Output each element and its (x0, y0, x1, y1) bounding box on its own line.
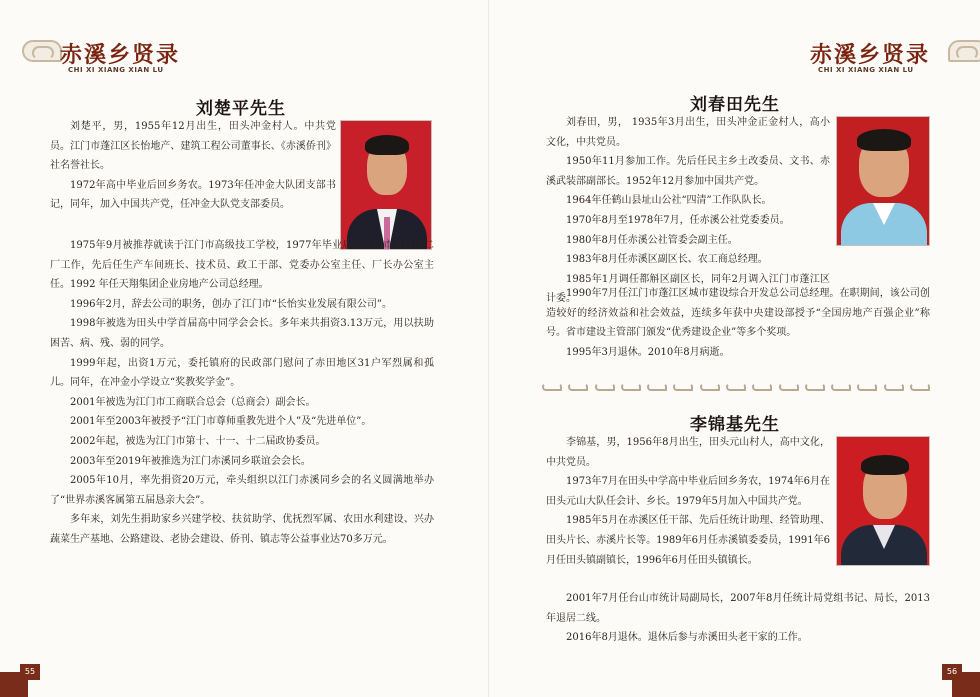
bio-paragraph: 1985年1月调任都斛区副区长，同年2月调入江门市蓬江区计委。 (546, 273, 830, 305)
header-brand (22, 30, 242, 90)
bio-paragraph: 李锦基，男，1956年8月出生，田头元山村人，高中文化，中共党员。 (546, 437, 830, 468)
brand-subtitle: CHI XI XIANG XIAN LU (818, 66, 914, 74)
portrait-photo (340, 120, 432, 250)
header-brand (770, 30, 980, 90)
bio-paragraph: 1999年起，出资1万元，委托镇府的民政部门慰问了赤田地区31户军烈属和孤儿。同年，在冲金小学设立“奖教奖学金”。 (50, 357, 434, 389)
scroll-ornament-icon (726, 383, 746, 391)
bio-paragraph: 1995年3月退休。2010年8月病逝。 (566, 346, 730, 358)
bio-paragraph: 2002年起，被选为江门市第十、十一、十二届政协委员。 (70, 435, 326, 447)
scroll-ornament-icon (700, 383, 720, 391)
right-page (490, 0, 980, 697)
scroll-ornament-icon (595, 383, 615, 391)
bio-paragraph: 2005年10月，率先捐资20万元，牵头组织以江门赤溪同乡会的名义圆满地举办了“世界赤溪客属第五届恳亲大会”。 (50, 475, 434, 506)
bio-text-top (50, 117, 336, 215)
scroll-ornament-icon (910, 383, 930, 391)
person-heading: 刘楚平先生 (196, 99, 286, 119)
bio-paragraph: 2016年8月退休。退休后参与赤溪田头老干家的工作。 (566, 632, 808, 644)
bio-paragraph: 1964年任鹤山县址山公社“四清”工作队队长。 (566, 195, 772, 207)
bio-paragraph: 1985年5月在赤溪区任干部、先后任统计助理、经管助理、田头片长、赤溪片长等。1989年6月任赤溪镇委委员，1991年6月任田头镇副镇长，1996年6月任田头镇镇长。 (546, 515, 830, 566)
bio-paragraph: 2001年被选为江门市工商联合总会（总商会）副会长。 (70, 396, 316, 408)
bio-paragraph: 1990年7月任江门市蓬江区城市建设综合开发总公司总经理。在职期间，该公司创造较好的经济效益和社会效益，连续多年获中央建设部授予“全国房地产百强企业”称号。省市建设主管部门颁发“优秀建设企业”等多个奖项。 (546, 288, 930, 339)
person-heading: 刘春田先生 (690, 95, 780, 115)
bio-paragraph: 1950年11月参加工作。先后任民主乡土改委员、文书、赤溪武装部副部长。1952年12月参加中国共产党。 (546, 156, 830, 187)
bio-paragraph: 1998年被选为田头中学首届高中同学会会长。多年来共捐资3.13万元，用以扶助困苦、病、残、弱的同学。 (50, 318, 434, 349)
bio-text-bottom (50, 236, 434, 550)
bio-paragraph: 2001年7月任台山市统计局副局长，2007年8月任统计局党组书记、局长，2013年退居二线。 (546, 593, 930, 624)
scroll-ornament-icon (568, 383, 588, 391)
bio-text-bottom (546, 589, 930, 648)
brand-subtitle: CHI XI XIANG XIAN LU (68, 66, 164, 74)
cloud-ornament-icon (22, 40, 62, 62)
scroll-ornament-icon (621, 383, 641, 391)
page-number: 55 (20, 664, 40, 680)
cloud-ornament-icon (948, 40, 980, 62)
bio-paragraph: 1972年高中毕业后回乡务农。1973年任冲金大队团支部书记，同年，加入中国共产党，任冲金大队党支部委员。 (50, 179, 336, 211)
bio-paragraph: 2001年至2003年被授予“江门市尊师重教先进个人”及“先进单位”。 (70, 416, 372, 428)
bio-paragraph: 1975年9月被推荐就读于江门市高级技工学校，1977年毕业后在江门市无线电二厂工作，先后任生产车间班长、技术员、政工干部、党委办公室主任、厂长办公室主任。1992 年任天翔集团企业房地产公司总经理。 (50, 240, 434, 291)
bio-paragraph: 刘春田，男， 1935年3月出生，田头冲金正金村人，高小文化，中共党员。 (546, 117, 830, 148)
section-divider (542, 382, 930, 392)
scroll-ornament-icon (647, 383, 667, 391)
scroll-ornament-icon (673, 383, 693, 391)
person-heading: 李锦基先生 (690, 415, 780, 435)
bio-text-top (546, 433, 830, 570)
bio-paragraph: 刘楚平，男，1955年12月出生，田头冲金村人。中共党员。江门市蓬江区长怡地产、建筑工程公司董事长、《赤溪侨刊》社名誉社长。 (50, 121, 336, 172)
brand-title: 赤溪乡贤录 (60, 42, 181, 68)
bio-paragraph: 1970年8月至1978年7月，任赤溪公社党委委员。 (566, 214, 790, 226)
bio-text-top (546, 113, 830, 309)
page-number: 56 (942, 664, 962, 680)
bio-text-bottom (546, 284, 930, 362)
bio-paragraph: 1973年7月在田头中学高中毕业后回乡务农，1974年6月在田头元山大队任会计、乡长。1979年5月加入中国共产党。 (546, 476, 830, 507)
scroll-ornament-icon (857, 383, 877, 391)
bio-paragraph: 1980年8月任赤溪公社管委会副主任。 (566, 234, 738, 246)
bio-paragraph: 2003年至2019年被推选为江门赤溪同乡联谊会会长。 (70, 455, 311, 467)
scroll-ornament-icon (752, 383, 772, 391)
bio-paragraph: 1996年2月，辞去公司的职务，创办了江门市“长怡实业发展有限公司”。 (70, 298, 393, 310)
bio-paragraph: 多年来，刘先生捐助家乡兴建学校、扶贫助学、优抚烈军属、农田水利建设、兴办蔬菜生产基地、公路建设、老协会建设、侨刊、镇志等公益事业达70多万元。 (50, 514, 434, 545)
portrait-photo (836, 116, 930, 246)
scroll-ornament-icon (805, 383, 825, 391)
scroll-ornament-icon (779, 383, 799, 391)
brand-title: 赤溪乡贤录 (810, 42, 931, 68)
scroll-ornament-icon (884, 383, 904, 391)
bio-paragraph: 1983年8月任赤溪区副区长、农工商总经理。 (566, 254, 768, 266)
portrait-photo (836, 436, 930, 566)
scroll-ornament-icon (831, 383, 851, 391)
scroll-ornament-icon (542, 383, 562, 391)
